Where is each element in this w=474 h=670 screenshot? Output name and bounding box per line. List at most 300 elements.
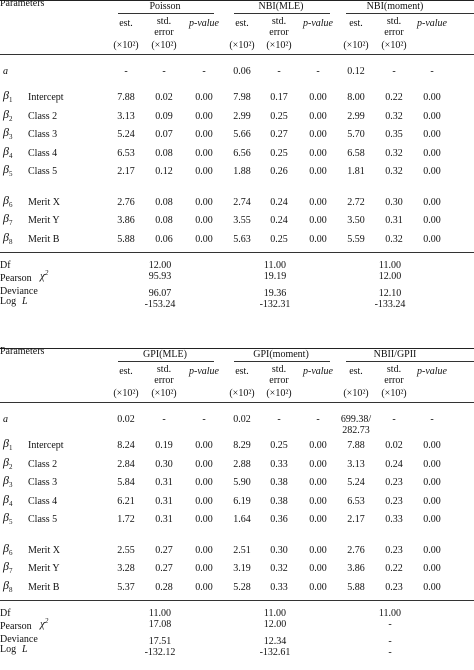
table1-stats-rule [0, 252, 474, 253]
parameters-header: Parameters [0, 0, 45, 9]
est-cell: 3.19 [233, 563, 251, 574]
p-cell: 0.00 [309, 196, 327, 208]
beta-glyph: β [3, 143, 9, 158]
a-std-cell: - [162, 66, 166, 77]
beta-subscript: 7 [8, 219, 13, 227]
std-cell: 0.32 [270, 563, 288, 574]
p-cell: 0.00 [423, 544, 441, 556]
std-cell: 0.26 [270, 166, 288, 177]
std-cell: 0.12 [155, 166, 173, 177]
scale-label: (×10²) [266, 40, 292, 51]
scale-label: (×10²) [229, 40, 255, 51]
chi-sup: 2 [44, 617, 49, 625]
row-label: Intercept [28, 92, 64, 103]
std-cell: 0.32 [385, 166, 403, 177]
row-label: Merit Y [28, 563, 60, 574]
group-rule [234, 361, 330, 362]
std-cell: 0.32 [385, 147, 403, 159]
stat-cell: 12.10 [378, 288, 402, 299]
p-cell: 0.00 [423, 514, 441, 525]
a-est-cell: 0.12 [347, 66, 365, 77]
est-cell: 3.86 [347, 563, 365, 574]
scale-label: (×10²) [113, 388, 139, 399]
row-a-label: a [3, 414, 8, 425]
col-error-header: error [154, 375, 174, 386]
chi-glyph: χ [40, 618, 45, 630]
beta-subscript: 8 [8, 585, 13, 594]
scale-label: (×10²) [343, 388, 369, 399]
std-cell: 0.27 [155, 544, 173, 556]
beta-glyph: β [3, 510, 9, 524]
est-cell: 5.84 [117, 477, 135, 488]
p-cell: 0.00 [423, 233, 441, 245]
beta-glyph: β [3, 473, 9, 487]
beta-symbol [3, 438, 12, 451]
beta-symbol [3, 512, 12, 525]
est-cell: 3.55 [233, 215, 251, 226]
chi-square-symbol [40, 271, 48, 283]
est-cell: 3.28 [117, 563, 135, 574]
p-cell: 0.00 [195, 495, 213, 507]
col-error-header: error [269, 27, 289, 38]
std-cell: 0.08 [155, 215, 173, 226]
beta-symbol [3, 491, 13, 508]
est-cell: 5.24 [117, 129, 135, 140]
std-cell: 0.32 [385, 233, 403, 245]
beta-glyph: β [3, 106, 9, 121]
parameters-header: Parameters [0, 346, 45, 357]
p-cell: 0.00 [195, 477, 213, 488]
stat-cell: -132.61 [259, 647, 291, 658]
est-cell: 1.64 [233, 514, 251, 525]
p-cell: 0.00 [423, 196, 441, 208]
est-cell: 8.29 [233, 440, 251, 451]
col-error-header: error [154, 27, 174, 38]
group-rule [346, 361, 474, 362]
stat-cell: 95.93 [148, 271, 172, 282]
beta-glyph: β [3, 559, 9, 573]
col-est-header: est. [119, 366, 133, 377]
stat-log-l: L [22, 644, 28, 655]
std-cell: 0.02 [155, 92, 173, 103]
est-cell: 6.19 [233, 495, 251, 507]
p-cell: 0.00 [195, 196, 213, 208]
a-std-cell: - [162, 414, 166, 425]
std-cell: 0.08 [155, 147, 173, 159]
stat-log-l: L [22, 296, 28, 307]
beta-subscript: 8 [8, 237, 13, 246]
std-cell: 0.23 [385, 544, 403, 556]
p-cell: 0.00 [195, 215, 213, 226]
beta-subscript: 2 [8, 114, 13, 123]
beta-glyph: β [3, 211, 9, 225]
row-label: Class 5 [28, 166, 58, 177]
est-cell: 2.99 [233, 110, 251, 122]
std-cell: 0.27 [270, 129, 288, 140]
col-est-header: est. [349, 366, 363, 377]
est-cell: 6.53 [117, 147, 135, 159]
p-cell: 0.00 [309, 92, 327, 103]
stat-cell: 17.51 [148, 636, 172, 647]
est-cell: 7.88 [347, 440, 365, 451]
col-error-header: error [384, 375, 404, 386]
est-cell: 5.28 [233, 581, 251, 593]
scale-label: (×10²) [151, 40, 177, 51]
est-cell: 5.59 [347, 233, 365, 245]
beta-symbol [3, 561, 12, 574]
p-cell: 0.00 [423, 477, 441, 488]
std-cell: 0.24 [270, 215, 288, 226]
group-rule [346, 13, 474, 14]
std-cell: 0.17 [270, 92, 288, 103]
beta-glyph: β [3, 162, 9, 176]
est-cell: 8.24 [117, 440, 135, 451]
est-cell: 2.99 [347, 110, 365, 122]
a-est-cell: 699.38/ [340, 414, 372, 425]
p-cell: 0.00 [195, 563, 213, 574]
row-label: Class 2 [28, 110, 58, 122]
p-cell: 0.00 [423, 166, 441, 177]
std-cell: 0.23 [385, 581, 403, 593]
a-p-cell: - [430, 66, 434, 77]
est-cell: 1.72 [117, 514, 135, 525]
est-cell: 8.00 [347, 92, 365, 103]
beta-subscript: 3 [8, 133, 13, 141]
p-cell: 0.00 [309, 581, 327, 593]
p-cell: 0.00 [195, 147, 213, 159]
est-cell: 2.51 [233, 544, 251, 556]
stat-cell: 19.36 [263, 288, 287, 299]
stat-cell: 11.00 [378, 260, 402, 271]
p-cell: 0.00 [309, 129, 327, 140]
col-error-header: error [384, 27, 404, 38]
col-p-header: p-value [417, 18, 447, 29]
est-cell: 5.70 [347, 129, 365, 140]
group-rule [118, 361, 214, 362]
std-cell: 0.02 [385, 440, 403, 451]
stat-cell: 11.00 [378, 608, 402, 619]
est-cell: 2.17 [117, 166, 135, 177]
stat-cell: -133.24 [374, 299, 406, 310]
est-cell: 3.86 [117, 215, 135, 226]
beta-glyph: β [3, 540, 9, 555]
beta-subscript: 3 [8, 481, 13, 489]
p-cell: 0.00 [309, 215, 327, 226]
stat-cell: - [388, 636, 392, 647]
table2-stats-rule [0, 600, 474, 601]
est-cell: 7.88 [117, 92, 135, 103]
beta-subscript: 5 [8, 170, 13, 178]
row-label: Merit X [28, 544, 60, 556]
stat-cell: - [388, 647, 392, 658]
std-cell: 0.19 [155, 440, 173, 451]
std-cell: 0.38 [270, 477, 288, 488]
p-cell: 0.00 [309, 563, 327, 574]
std-cell: 0.33 [270, 581, 288, 593]
est-cell: 5.88 [117, 233, 135, 245]
est-cell: 2.84 [117, 458, 135, 470]
std-cell: 0.36 [270, 514, 288, 525]
row-label: Merit Y [28, 215, 60, 226]
col-error-header: error [269, 375, 289, 386]
std-cell: 0.22 [385, 563, 403, 574]
std-cell: 0.25 [270, 147, 288, 159]
p-cell: 0.00 [195, 129, 213, 140]
stat-cell: 11.00 [148, 608, 172, 619]
group-rule [118, 13, 214, 14]
p-cell: 0.00 [195, 440, 213, 451]
table1-header-rule [0, 54, 474, 55]
std-cell: 0.24 [385, 458, 403, 470]
beta-symbol [3, 213, 12, 226]
row-label: Merit B [28, 581, 60, 593]
row-a-label: a [3, 66, 8, 77]
p-cell: 0.00 [195, 514, 213, 525]
p-cell: 0.00 [309, 147, 327, 159]
scale-label: (×10²) [151, 388, 177, 399]
std-cell: 0.08 [155, 196, 173, 208]
stat-cell: 17.08 [148, 619, 172, 630]
col-std-header: std. [271, 364, 287, 375]
p-cell: 0.00 [423, 215, 441, 226]
row-label: Class 4 [28, 495, 58, 507]
std-cell: 0.38 [270, 495, 288, 507]
std-cell: 0.31 [155, 477, 173, 488]
a-p-cell: - [316, 66, 320, 77]
col-est-header: est. [235, 366, 249, 377]
p-cell: 0.00 [423, 581, 441, 593]
p-cell: 0.00 [423, 563, 441, 574]
stat-cell: 12.00 [378, 271, 402, 282]
est-cell: 6.56 [233, 147, 251, 159]
a-p-cell: - [430, 414, 434, 425]
beta-subscript: 1 [8, 96, 13, 104]
p-cell: 0.00 [423, 440, 441, 451]
col-std-header: std. [156, 364, 172, 375]
a-p-cell: - [202, 414, 206, 425]
beta-symbol [3, 192, 13, 209]
std-cell: 0.25 [270, 440, 288, 451]
group-header: GPI(moment) [253, 349, 309, 360]
est-cell: 5.37 [117, 581, 135, 593]
chi-square-symbol [40, 619, 48, 631]
std-cell: 0.09 [155, 110, 173, 122]
stat-cell: 12.00 [263, 619, 287, 630]
scale-label: (×10²) [381, 388, 407, 399]
est-cell: 2.55 [117, 544, 135, 556]
p-cell: 0.00 [195, 110, 213, 122]
std-cell: 0.22 [385, 92, 403, 103]
stat-deviance-label: Deviance [0, 634, 38, 645]
a-std-cell: - [392, 414, 396, 425]
beta-subscript: 7 [8, 567, 13, 575]
p-cell: 0.00 [195, 166, 213, 177]
beta-glyph: β [3, 88, 9, 102]
stat-cell: 96.07 [148, 288, 172, 299]
stat-log-label: Log [0, 296, 17, 307]
a-est-cell: 0.02 [117, 414, 135, 425]
beta-subscript: 2 [8, 462, 13, 471]
std-cell: 0.31 [155, 495, 173, 507]
a-std-cell: - [277, 66, 281, 77]
est-cell: 5.63 [233, 233, 251, 245]
p-cell: 0.00 [195, 92, 213, 103]
std-cell: 0.32 [385, 110, 403, 122]
beta-symbol [3, 577, 13, 594]
a-std-cell: - [277, 414, 281, 425]
col-p-header: p-value [189, 18, 219, 29]
beta-symbol [3, 106, 13, 123]
group-header: NBI(moment) [366, 1, 424, 12]
est-cell: 3.13 [117, 110, 135, 122]
beta-symbol [3, 127, 12, 140]
p-cell: 0.00 [423, 147, 441, 159]
beta-glyph: β [3, 229, 9, 244]
row-label: Merit X [28, 196, 60, 208]
beta-symbol [3, 164, 12, 177]
group-header: Poisson [149, 1, 181, 12]
a-est-extra: 282.73 [342, 425, 370, 436]
std-cell: 0.30 [385, 196, 403, 208]
scale-label: (×10²) [113, 40, 139, 51]
std-cell: 0.35 [385, 129, 403, 140]
stat-cell: 19.19 [263, 271, 287, 282]
p-cell: 0.00 [423, 129, 441, 140]
col-std-header: std. [386, 16, 402, 27]
est-cell: 3.50 [347, 215, 365, 226]
beta-glyph: β [3, 491, 9, 506]
p-cell: 0.00 [423, 495, 441, 507]
std-cell: 0.25 [270, 110, 288, 122]
p-cell: 0.00 [309, 110, 327, 122]
est-cell: 7.98 [233, 92, 251, 103]
scale-label: (×10²) [381, 40, 407, 51]
std-cell: 0.06 [155, 233, 173, 245]
p-cell: 0.00 [195, 544, 213, 556]
a-est-cell: 0.02 [233, 414, 251, 425]
p-cell: 0.00 [309, 440, 327, 451]
beta-symbol [3, 229, 13, 246]
est-cell: 5.66 [233, 129, 251, 140]
beta-symbol [3, 143, 13, 160]
beta-subscript: 5 [8, 518, 13, 526]
est-cell: 1.81 [347, 166, 365, 177]
row-label: Class 3 [28, 129, 58, 140]
p-cell: 0.00 [423, 458, 441, 470]
col-p-header: p-value [303, 366, 333, 377]
col-std-header: std. [271, 16, 287, 27]
p-cell: 0.00 [423, 92, 441, 103]
beta-subscript: 4 [8, 499, 13, 508]
p-cell: 0.00 [195, 458, 213, 470]
stat-cell: 12.00 [148, 260, 172, 271]
group-header: GPI(MLE) [143, 349, 187, 360]
beta-subscript: 6 [8, 548, 13, 557]
beta-glyph: β [3, 436, 9, 450]
est-cell: 3.13 [347, 458, 365, 470]
stat-cell: -132.12 [144, 647, 176, 658]
p-cell: 0.00 [195, 581, 213, 593]
scale-label: (×10²) [266, 388, 292, 399]
est-cell: 2.17 [347, 514, 365, 525]
beta-symbol [3, 454, 13, 471]
est-cell: 2.88 [233, 458, 251, 470]
p-cell: 0.00 [423, 110, 441, 122]
std-cell: 0.31 [155, 514, 173, 525]
stat-pearson-label: Pearson [0, 621, 32, 632]
beta-symbol [3, 540, 13, 557]
a-p-cell: - [202, 66, 206, 77]
p-cell: 0.00 [309, 477, 327, 488]
est-cell: 1.88 [233, 166, 251, 177]
row-label: Class 3 [28, 477, 58, 488]
std-cell: 0.27 [155, 563, 173, 574]
col-est-header: est. [235, 18, 249, 29]
std-cell: 0.23 [385, 495, 403, 507]
est-cell: 6.21 [117, 495, 135, 507]
beta-subscript: 1 [8, 444, 13, 452]
chi-glyph: χ [40, 270, 45, 282]
group-header: NBI(MLE) [258, 1, 304, 12]
beta-glyph: β [3, 125, 9, 139]
scale-label: (×10²) [229, 388, 255, 399]
stat-cell: 11.00 [263, 608, 287, 619]
stat-df-label: Df [0, 260, 11, 271]
std-cell: 0.23 [385, 477, 403, 488]
table2-header-rule [0, 402, 474, 403]
stat-deviance-label: Deviance [0, 286, 38, 297]
stat-cell: -132.31 [259, 299, 291, 310]
std-cell: 0.30 [270, 544, 288, 556]
est-cell: 6.58 [347, 147, 365, 159]
row-label: Class 5 [28, 514, 58, 525]
std-cell: 0.07 [155, 129, 173, 140]
est-cell: 2.72 [347, 196, 365, 208]
col-est-header: est. [349, 18, 363, 29]
est-cell: 2.74 [233, 196, 251, 208]
std-cell: 0.33 [385, 514, 403, 525]
est-cell: 6.53 [347, 495, 365, 507]
p-cell: 0.00 [195, 233, 213, 245]
est-cell: 2.76 [117, 196, 135, 208]
std-cell: 0.31 [385, 215, 403, 226]
beta-glyph: β [3, 577, 9, 592]
a-est-cell: - [124, 66, 128, 77]
a-est-cell: 0.06 [233, 66, 251, 77]
est-cell: 2.76 [347, 544, 365, 556]
beta-symbol [3, 475, 12, 488]
a-p-cell: - [316, 414, 320, 425]
row-label: Merit B [28, 233, 60, 245]
p-cell: 0.00 [309, 514, 327, 525]
stat-cell: 11.00 [263, 260, 287, 271]
est-cell: 5.88 [347, 581, 365, 593]
std-cell: 0.25 [270, 233, 288, 245]
stat-df-label: Df [0, 608, 11, 619]
p-cell: 0.00 [309, 233, 327, 245]
p-cell: 0.00 [309, 495, 327, 507]
group-header: NBII/GPII [373, 349, 417, 360]
row-label: Intercept [28, 440, 64, 451]
col-p-header: p-value [303, 18, 333, 29]
row-label: Class 2 [28, 458, 58, 470]
stat-cell: 12.34 [263, 636, 287, 647]
scale-label: (×10²) [343, 40, 369, 51]
beta-subscript: 6 [8, 200, 13, 209]
group-rule [234, 13, 330, 14]
stat-cell: - [388, 619, 392, 630]
std-cell: 0.28 [155, 581, 173, 593]
